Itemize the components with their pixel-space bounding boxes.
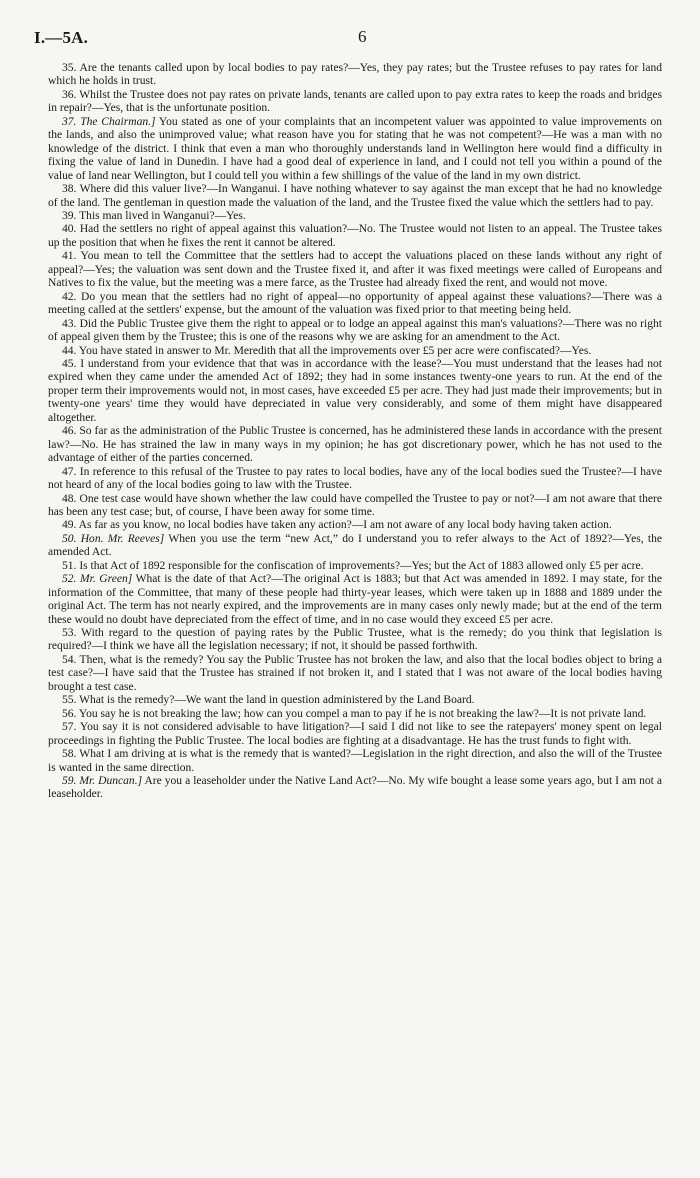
evidence-text: [48, 62, 662, 802]
page-number: 6: [358, 27, 367, 46]
paragraph-text: 40. Had the settlers no right of appeal against this valuation?—No. The Trustee would not listen to an appeal. The Trustee takes up the position that when he fixes the rent it cannot be altered.: [48, 223, 662, 249]
question-paragraph: [48, 466, 662, 493]
speaker-label: 52. Mr. Green]: [62, 573, 133, 586]
paragraph-text: 57. You say it is not considered advisable to have litigation?—I said I did not like to see the ratepayers' money spent on legal proceedings in fighting the Public Trustee. The local bodies are fighting at a disadvantage. He has the trust funds to fight with.: [48, 721, 662, 747]
paragraph-text: 38. Where did this valuer live?—In Wanganui. I have nothing whatever to say against the man except that he had no knowledge of the land. The gentleman in question made the valuation of the land, and the Trustee fixed the value which the settlers had to pay.: [48, 183, 662, 209]
paragraph-text: 49. As far as you know, no local bodies have taken any action?—I am not aware of any local body having taken action.: [62, 519, 612, 532]
question-paragraph: [48, 748, 662, 775]
question-paragraph: [48, 358, 662, 425]
paragraph-text: 46. So far as the administration of the Public Trustee is concerned, has he administered these lands in accordance with the present law?—No. He has strained the law in many ways in my opinion; he has got discretionary power, which he has not used to the advantage of either of the parties concerned.: [48, 425, 662, 465]
paragraph-text: You stated as one of your complaints that an incompetent valuer was appointed to value improvements on the lands, and also the unimproved value; what reason have you for stating that he was not competent?—He was a man with no knowledge of the district. I think that even a man who thoroughly understands land in Wellington here would find a difficulty in fixing the value of land in Dunedin. I have had a good deal of experience in land, and I could not tell you within a pound of the value of land near Wellington, but I could tell you within a few shillings of the value of the land in my own district.: [48, 115, 662, 182]
paragraph-text: 39. This man lived in Wanganui?—Yes.: [62, 209, 246, 222]
question-paragraph: [48, 721, 662, 748]
paragraph-text: 55. What is the remedy?—We want the land in question administered by the Land Board.: [62, 694, 475, 707]
paragraph-text: When you use the term “new Act,” do I understand you to refer always to the Act of 1892?—Yes, the amended Act.: [48, 532, 662, 559]
question-paragraph: [48, 223, 662, 250]
question-paragraph: [48, 250, 662, 290]
question-paragraph: [48, 627, 662, 654]
question-paragraph: [48, 62, 662, 89]
question-paragraph: [48, 533, 662, 560]
speaker-label: 50. Hon. Mr. Reeves]: [62, 532, 165, 545]
question-paragraph: [48, 291, 662, 318]
page-header: [34, 28, 664, 48]
paragraph-text: 47. In reference to this refusal of the Trustee to pay rates to local bodies, have any of the local bodies sued the Trustee?—I have not heard of any of the local bodies going to law with the Trustee.: [48, 465, 662, 492]
paragraph-text: 41. You mean to tell the Committee that the settlers had to accept the valuations placed on these lands without any right of appeal?—Yes; the valuation was sent down and the Trustee fixed it, and after it was fixed meetings were called of Europeans and Natives to fix the value, but the meeting was a mere farce, as the Trustee had already fixed the rent, and would not move.: [48, 250, 662, 290]
question-paragraph: [48, 345, 662, 358]
paragraph-text: 58. What I am driving at is what is the remedy that is wanted?—Legislation in the right direction, and also the will of the Trustee is wanted in the same direction.: [48, 748, 662, 774]
paragraph-text: 53. With regard to the question of paying rates by the Public Trustee, what is the remedy; do you think that legislation is required?—I think we have all the legislation necessary; if not, it should be passed forthwith.: [48, 627, 662, 653]
question-paragraph: [48, 519, 662, 532]
question-paragraph: [48, 775, 662, 802]
paragraph-text: 44. You have stated in answer to Mr. Meredith that all the improvements over £5 per acre were confiscated?—Yes.: [62, 344, 592, 357]
question-paragraph: [48, 560, 662, 573]
speaker-label: 59. Mr. Duncan.]: [62, 775, 143, 788]
paragraph-text: What is the date of that Act?—The original Act is 1883; but that Act was amended in 1892. I may state, for the information of the Committee, that many of these people had thirty-year leases, which were taken up in 1888 and 1889 under the original Act. The term has not nearly expired, and the improvements are in many cases only newly made; but at the end of the term these would no doubt have depreciated from the effect of time, and in no case would they exceed £5 per acre.: [48, 573, 662, 626]
question-paragraph: [48, 708, 662, 721]
question-paragraph: [48, 89, 662, 116]
paragraph-text: 42. Do you mean that the settlers had no right of appeal—no opportunity of appeal against these valuations?—There was a meeting called at the settlers' expense, but the amount of the valuation was fixed prior to that meeting being held.: [48, 290, 662, 317]
question-paragraph: [48, 425, 662, 465]
question-paragraph: [48, 183, 662, 210]
paragraph-text: 35. Are the tenants called upon by local bodies to pay rates?—Yes, they pay rates; but the Trustee refuses to pay rates for land which he holds in trust.: [48, 62, 662, 88]
paragraph-text: 51. Is that Act of 1892 responsible for the confiscation of improvements?—Yes; but the Act of 1883 allowed only £5 per acre.: [62, 559, 644, 572]
paragraph-text: 56. You say he is not breaking the law; how can you compel a man to pay if he is not breaking the law?—It is not private land.: [62, 707, 647, 720]
question-paragraph: [48, 493, 662, 520]
question-paragraph: [48, 573, 662, 627]
question-paragraph: [48, 210, 662, 223]
question-paragraph: [48, 654, 662, 694]
paragraph-text: 36. Whilst the Trustee does not pay rates on private lands, tenants are called upon to pay extra rates to keep the roads and bridges in repair?—Yes, that is the unfortunate position.: [48, 88, 662, 115]
speaker-label: 37. The Chairman.]: [62, 115, 156, 128]
question-paragraph: [48, 116, 662, 183]
question-paragraph: [48, 694, 662, 707]
paragraph-text: 43. Did the Public Trustee give them the right to appeal or to lodge an appeal against this man's valuations?—There was no right of appeal given them by the Trustee; this is one of the reasons why we are asking for an amendment to the Act.: [48, 317, 662, 344]
paragraph-text: Are you a leaseholder under the Native Land Act?—No. My wife bought a lease some years ago, but I am not a leaseholder.: [48, 775, 662, 801]
paragraph-text: 45. I understand from your evidence that that was in accordance with the lease?—You must understand that the leases had not expired when they came under the amended Act of 1892; they had in some instances twenty-one years to run. At the end of the proper term their improvements would not, in most cases, have exceeded £5 per acre. They had just made their improvements; but in twenty-one years' time they would have depreciated in value very considerably, and some of them might have disappeared altogether.: [48, 357, 662, 424]
question-paragraph: [48, 318, 662, 345]
paragraph-text: 48. One test case would have shown whether the law could have compelled the Trustee to pay or not?—I am not aware that there has been any test case; but, of course, I have been away for some time.: [48, 492, 662, 518]
paragraph-text: 54. Then, what is the remedy? You say the Public Trustee has not broken the law, and also that the local bodies object to bring a test case?—I have said that the Trustee has strained if not broken it, and I stated that I was not aware of the local bodies having brought a test case.: [48, 653, 662, 693]
document-reference: I.—5A.: [34, 28, 89, 47]
